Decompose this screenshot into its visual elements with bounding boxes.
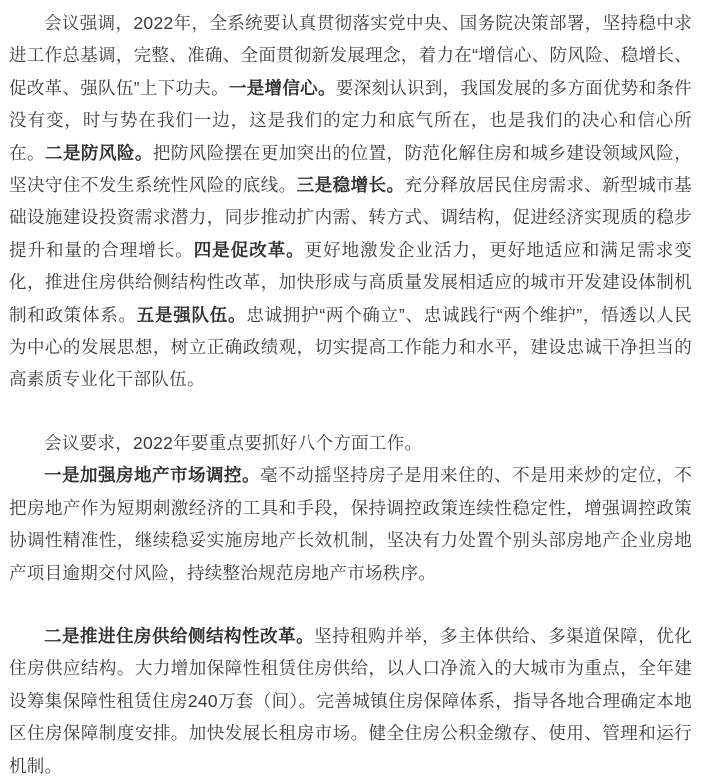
text-run: 忠诚拥护“两个确立”、忠诚践行“两个维护”，悟透以人民为中心的发展思想，树立正确政绩观，切实提高工作能力和水平，建设忠诚干净担当的高素质专业化干部队伍。	[9, 304, 692, 390]
bold-text-run: 一是加强房地产市场调控。	[44, 465, 261, 486]
text-run: 要深刻认识到，我国发展的多方面优势和条件没有变，时与势在我们一边，这是我们的定力和底气所在，也是我们的决心和信心所在。	[9, 77, 692, 163]
para-task-1-real-estate-regulation	[9, 459, 692, 589]
bold-text-run: 三是稳增长。	[296, 175, 405, 196]
bold-text-run: 二是防风险。	[44, 142, 153, 163]
para-meeting-emphasis	[9, 7, 692, 396]
para-meeting-requirements	[9, 427, 692, 459]
bold-text-run: 五是强队伍。	[136, 304, 247, 325]
text-run: 会议强调，2022年，全系统要认真贯彻落实党中央、国务院决策部署，坚持稳中求进工作总基调，完整、准确、全面贯彻新发展理念，着力在“增信心、防风险、稳增长、促改革、强队伍”上下功夫。	[9, 13, 692, 98]
bold-text-run: 四是促改革。	[193, 239, 305, 260]
text-run: 坚持租购并举，多主体供给、多渠道保障，优化住房供应结构。大力增加保障性租赁住房供给，以人口净流入的大城市为重点，全年建设筹集保障性租赁住房240万套（间）。完善城镇住房保障体系，指导各地合理确定本地区住房保障制度安排。加快发展长租房市场。健全住房公积金缴存、使用、管理和运行机制。	[9, 625, 692, 776]
bold-text-run: 一是增信心。	[228, 77, 336, 98]
text-run: 毫不动摇坚持房子是用来住的、不是用来炒的定位，不把房地产作为短期刺激经济的工具和手段，保持调控政策连续性稳定性，增强调控政策协调性精准性，继续稳妥实施房地产长效机制，坚决有力处置个别头部房地产企业房地产项目逾期交付风险，持续整治规范房地产市场秩序。	[9, 465, 692, 583]
para-task-2-housing-supply-reform	[9, 620, 692, 782]
text-run: 把防风险摆在更加突出的位置，防范化解住房和城乡建设领域风险，坚决守住不发生系统性风险的底线。	[9, 142, 692, 196]
bold-text-run: 二是推进住房供给侧结构性改革。	[44, 625, 315, 646]
text-run: 更好地激发企业活力，更好地适应和满足需求变化，推进住房供给侧结构性改革，加快形成与高质量发展相适应的城市开发建设体制机制和政策体系。	[9, 239, 692, 325]
text-run: 充分释放居民住房需求、新型城市基础设施建设投资需求潜力，同步推动扩内需、转方式、调结构，促进经济实现质的稳步提升和量的合理增长。	[9, 175, 692, 260]
text-run: 会议要求，2022年要重点要抓好八个方面工作。	[44, 432, 423, 453]
